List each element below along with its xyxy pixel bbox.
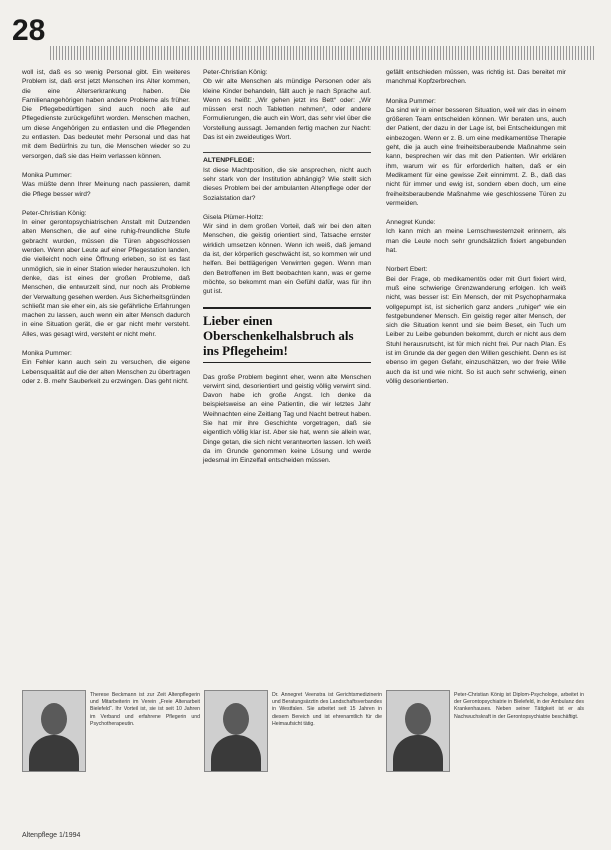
paragraph-text: Was müßte denn Ihrer Meinung nach passieren, damit die Pflege besser wird? (22, 181, 190, 198)
bio-caption: Therese Beckmann ist zur Zeit Altenpflegerin und Mitarbeiterin im Verein „Freie Altenarbeit Bielefeld“. Ihr Vorteil ist, sie ist seit 10 Jahren im Verband und erfahrene Pflegerin und Psychotherapeutin. (90, 692, 200, 727)
paragraph-text: Das große Problem beginnt eher, wenn alte Menschen verwirrt sind, desorientiert und geistig völlig verwirrt sind. Davon habe ich große Angst. Ich denke da beispielsweise an eine Patientin, die wir letztes Jahr Weihnachten eine Zeitlang Tag und Nacht betreut haben. Sie hat mir ihre Geschichte vorgetragen, daß sie eigentlich völlig klar ist. Aber sie hat, wenn sie allein war, Dinge getan, die sich nicht verantworten lassen. Ich weiß da im Grunde genommen keine Lösung und werde jedesmal im Einzelfall entscheiden müssen. (203, 373, 371, 465)
article-block (386, 218, 566, 255)
paragraph-text: gefällt entschieden müssen, was richtig ist. Das bereitet mir manchmal Kopfzerbrechen. (386, 69, 566, 86)
bio-caption: Peter-Christian König ist Diplom-Psychologe, arbeitet in der Gerontopsychiatrie in Bielefeld, in der Ambulanz des Krankenhauses. Neben seiner Tätigkeit ist er als Nachwuchskraft in der Gerontopsychiatrie beschäftigt. (454, 692, 584, 720)
speaker-name: Monika Pummer: (386, 97, 436, 105)
portrait-photo (204, 690, 268, 772)
article-block (203, 307, 371, 363)
column-2 (203, 68, 371, 476)
article-block (386, 97, 566, 209)
article-block (203, 213, 371, 297)
article-block (203, 373, 371, 466)
paragraph-text: Bei der Frage, ob medikamentös oder mit Gurt fixiert wird, muß eine schwierige Grenzwanderung erfolgen. Ich weiß nicht, was besser ist: Ein Mensch, der mit Psychopharmaka vollgepumpt ist, ist sicherlich ganz anders „ruhiger“ wie ein festgebundener Mensch. Ein geistig reger alter Mensch, der sich die Situation kennt und sie beim Beset, ein Tuch um Leiber zu Leibe gebunden bekommt, durch er nicht aus dem Stuhl herausrutscht, ist für mich nicht frei. Pur nach Plan. Es ist im Grunde da der gegen den Willen geschieht. Denn es ist ebenso im gegen Gefahr, einzuschätzen, wo der freie Wille auch da ist und wie nicht. So ist auch sehr schwierig, einen völlig desorientierten. (386, 275, 566, 385)
article-block (386, 265, 566, 386)
bio-1 (22, 690, 200, 785)
article-block (203, 68, 371, 142)
question-heading: ALTENPFLEGE: (203, 152, 371, 165)
speaker-name: Annegret Kunde: (386, 219, 436, 227)
article-block (203, 152, 371, 202)
article-block (22, 209, 190, 339)
speaker-name: Peter-Christian König: (203, 69, 268, 76)
column-1 (22, 68, 190, 396)
bios-strip (22, 690, 582, 790)
paragraph-text: Ich kann mich an meine Lernschwesternzeit erinnern, als man die Leute noch sehr grundsätzlich fixiert angebunden hat. (386, 228, 566, 255)
paragraph-text: Wir sind in dem großen Vorteil, daß wir bei den alten Menschen, die geistig orientiert sind, Tatsache ernster wirklich umsetzen können. Wenn ich weiß, daß jemand da ist, der körperlich geschwächt ist, so kommen wir und helfen. Bei bettlägerigen Verwirrten gegen. Wenn man den Betroffenen im Bett beobachten kann, was er gerne möchte, so bekommt man ein Gefühl dafür, was für ihn gut ist. (203, 223, 371, 296)
article-block (22, 171, 190, 199)
speaker-name: Gisela Plümer-Holtz: (203, 213, 264, 221)
article-headline: Lieber einen Oberschenkelhalsbruch als ins Pflegeheim! (203, 307, 371, 363)
bio-2 (204, 690, 382, 785)
bio-3 (386, 690, 584, 785)
article-block (386, 68, 566, 87)
portrait-photo (386, 690, 450, 772)
footer-text: Altenpflege 1/1994 (22, 832, 81, 839)
paragraph-text: In einer gerontopsychiatrischen Anstalt mit Dutzenden alten Menschen, die auf eine ruhig-freundliche Stufe gebracht wurden, müssen die Türen abgeschlossen werden. Wenn aber Leute auf einer Pflegestation landen, die vielleicht noch eine Öffnung erleben, so ist es fast unmöglich, sie in einer Station wieder herauszuholen. Ich denke, das ist eines der großen Probleme, daß Menschen, die entwurzelt sind, nur noch als Probleme der Verwaltung gesehen werden. Aus Sicherheitsgründen schließt man sie eher ein, als sie gefährliche Erfahrungen machen zu lassen, auch wenn ein alter Mensch dadurch in eine Situation gerät, die er gar nicht mehr versteht. Alles, was gesagt wird, versteht er nicht mehr. (22, 219, 190, 338)
page-number: 28 (12, 14, 46, 47)
header-rule (50, 46, 595, 60)
paragraph-text: Ob wir alte Menschen als mündige Personen oder als kleine Kinder behandeln, fällt auch je nach Sprache auf. Wenn es heißt: „Wir gehen jetzt ins Bett“ oder: „Wir müssen erst noch Tabletten nehmen“, oder andere Formulierungen, die auch ein Wort, das sehr viel über die Vorstellung aussagt. Jemanden fertig machen zur Nacht: Das ist ein zweideutiges Wort. (203, 78, 371, 142)
paragraph-text: Da sind wir in einer besseren Situation, weil wir das in einem größeren Team entscheiden können. Wir beraten uns, auch der Patient, der dazu in der Lage ist, bei Entscheidungen mit einbezogen. Wenn er z. B. um eine medikamentöse Therapie geht, die ja auch eine freiheitsberaubende Maßnahme sein kann, besprechen wir das mit den Patienten. Wir erklären ihm, warum wir es für erforderlich halten, daß er ein Medikament für eine gewisse Zeit einnimmt. Z. B., daß das nicht für immer und ewig ist, sondern eben doch, um eine freiheitsberaubende Maßnahme wie geschlossene Türen zu vermeiden. (386, 106, 566, 207)
bio-caption: Dr. Annegret Veenstra ist Gerichtsmedizinerin und Beratungsärztin des Landschaftsverbandes in Westfalen. Sie arbeitet seit 15 Jahren in diesem Bereich und ist ehrenamtlich für die Heimaufsicht tätig. (272, 692, 382, 727)
paragraph-text: Ein Fehler kann auch sein zu versuchen, die eigene Lebensqualität auf die der alten Menschen zu übertragen oder z. B. mehr Sauberkeit zu erzwingen. Das geht nicht. (22, 359, 190, 385)
column-3 (386, 68, 566, 396)
article-block (22, 349, 190, 386)
paragraph-text: woll ist, daß es so wenig Personal gibt. Ein weiteres Problem ist, daß erst jetzt Menschen ins Alter kommen, die eine Alterserkrankung haben. Die Familienangehörigen haben andere Probleme als früher. Die Pflegebedürftigen sind auch noch alle auf Pflegedienste zurückgeführt worden. Menschen machen, um diese Angehörigen zu entlasten und die Pflegenden zu entlasten. Das bedeutet mehr Personal und das hat mit dem Bedürfnis zu tun, die Menschen wieder so zu versorgen, daß sie das Heim verlassen können. (22, 69, 190, 160)
speaker-name: Peter-Christian König: (22, 209, 87, 217)
speaker-name: Monika Pummer: (22, 171, 72, 179)
article-block (22, 68, 190, 161)
speaker-name: Norbert Ebert: (386, 266, 428, 274)
portrait-photo (22, 690, 86, 772)
paragraph-text: Ist diese Machtposition, die sie ansprechen, nicht auch sehr stark von der Institution abhängig? Wie stellt sich dieses Problem bei der ambulanten Altenpflege oder der Sozialstation dar? (203, 166, 371, 202)
speaker-name: Monika Pummer: (22, 350, 72, 358)
